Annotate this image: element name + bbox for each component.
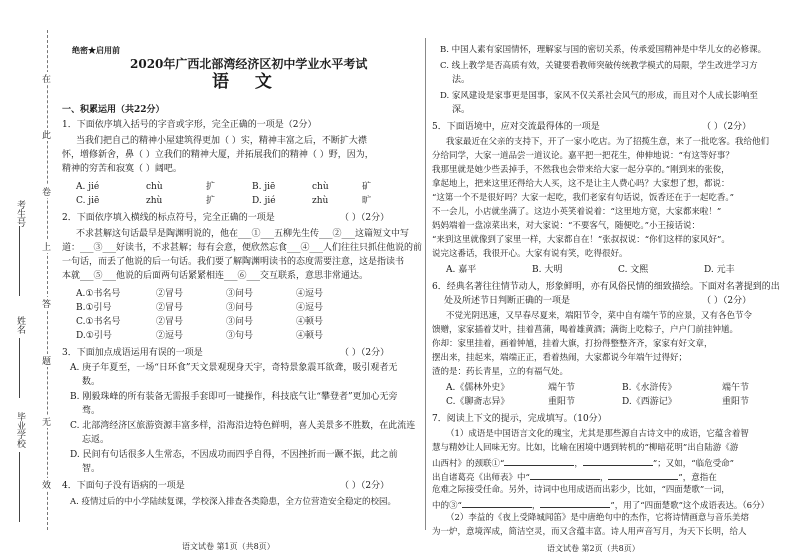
q3-answer-slot[interactable]: （ ）（2分）: [340, 348, 390, 358]
question-3-stem: 3．下面加点成语运用有误的一项是: [62, 348, 203, 358]
q5-passage-line: “这第一个不是很好吗？大家一起吃，我们老家有句话说，饭香还在于一起吃香。”: [432, 193, 734, 203]
question-6-stem-cont: 处及所述节日判断正确的一项是: [444, 296, 571, 306]
q3-option-a-cont: 数。: [82, 377, 101, 387]
q4-answer-slot[interactable]: （ ）（2分）: [340, 481, 390, 491]
q5-passage-line: “来到这里就像到了家里一样，大家都自在！”张叔叔说：“你们这样的家风好”。: [432, 235, 730, 245]
q2-passage-line: 不求甚解这句话最早是陶渊明说的，他在___①___五柳先生传___②___这篇短文中写: [76, 229, 410, 239]
q6-answer-slot[interactable]: （ ）（2分）: [702, 296, 752, 306]
q7-fill-line-1: 山西村》的颈联①“ ， ”；又如，“临危受命”: [432, 456, 734, 471]
page-2-footer: 语文试卷 第2页（共8页）: [547, 544, 640, 553]
margin-char: 在: [42, 72, 51, 85]
q7-text-line: 危难之际接受任命。另外，诗词中也用成语而出彩少，比如，“四面楚歌”一词，: [432, 485, 730, 495]
q3-option-a[interactable]: A. 庚子年夏至，一场“日环食”天文景观现身天宇，奇特景象震耳欲聋，吸引观者无: [70, 363, 398, 373]
q5-passage-line: 说完这番话，我很开心。大家有说有笑，吃得很好。: [432, 249, 628, 259]
question-4-stem: 4．下面句子没有语病的一项是: [62, 481, 185, 491]
question-6-stem: 6．经典名著往往情节动人，形象鲜明，亦有风俗民情的细致描绘。下面对名著提到的出: [432, 282, 780, 292]
q3-option-b-cont: 骛。: [82, 406, 101, 416]
margin-char: 题: [42, 354, 51, 367]
margin-char: 上: [42, 240, 51, 253]
name-line[interactable]: [19, 338, 20, 398]
margin-char: 答: [42, 297, 51, 310]
q3-option-d-cont: 智。: [82, 464, 101, 474]
q5-passage-line: 不一会儿，小店就坐满了。这边小英笑着说着：“这里地方宽，大家都来啦！”: [432, 207, 722, 217]
q1-option-c[interactable]: C. jiē zhù 扩: [76, 196, 216, 206]
margin-char: 效: [42, 478, 51, 491]
question-2-stem: 2．下面依序填入横线的标点符号，完全正确的一项是: [62, 213, 275, 223]
blank-2b[interactable]: [608, 470, 678, 480]
q2-passage-line: 一句话，而丢了他说的后一句话。我们要了解陶渊明读书的态度需要注意，这是指读书: [62, 257, 405, 267]
margin-char: 此: [42, 128, 51, 141]
candidate-number-label: 考生号: [15, 200, 25, 227]
q5-option-c[interactable]: C. 文熙: [618, 265, 649, 275]
q7-part2-line: （2）李益的《夜上受降城闻笛》是中唐绝句中的杰作，它将诗情画意与音乐美熔: [446, 513, 749, 523]
q7-fill-line-3: 中的③“ ， ”，用了“四面楚歌”这个成语表达。（6分）: [432, 498, 769, 513]
q4-option-d[interactable]: D. 家风建设是家事更是国事，家风不仅关系社会风气的形成，而且对个人成长影响至: [440, 91, 758, 101]
q3-option-c[interactable]: C. 北部湾经济区旅游资源丰富多样，沿海沿边特色鲜明，喜人美景多不胜数，在此流连: [70, 421, 416, 431]
blank-1b[interactable]: [583, 456, 653, 466]
exam-page-2: [432, 0, 787, 560]
q5-passage-line: 分给同学，大家一道品尝一道议论。嘉平把一把花生，伸伸地说：“有这等好事？: [432, 151, 734, 161]
q2-passage-line: 道：___③___好读书，不求甚解；每有会意，便欣然忘食___④___人们往往只抓住他说的前: [62, 243, 423, 253]
blank-3[interactable]: [462, 498, 532, 508]
q7-part2-line: 为一炉，意境浑成，简洁空灵，而又含蕴丰富。诗人用声音写月，为天下长明，给人: [432, 527, 747, 537]
margin-char: 无: [42, 415, 51, 428]
q5-passage-line: 我那里就是她少些丢掉手，不然我也会带来给大家一起分享的。”刚到来的张俊，: [432, 165, 730, 175]
q6-option-b[interactable]: B.《水浒传》 端午节: [622, 383, 750, 393]
q6-option-c[interactable]: C.《聊斋志异》 重阳节: [446, 397, 576, 407]
q3-option-d[interactable]: D. 民间有句话很多人生常态，不因成功而四乎自得，不因挫折而一蹶不振，此之前: [70, 450, 398, 460]
q2-option-c[interactable]: C.①书名号 ②冒号 ③问号 ④顿号: [76, 317, 324, 327]
section-heading: 一、积累运用（共22分）: [62, 105, 165, 115]
q5-answer-slot[interactable]: （ ）（2分）: [702, 122, 752, 132]
candidate-number-line[interactable]: [19, 226, 20, 296]
q4-option-b[interactable]: B. 中国人素有家国情怀，理解家与国的密切关系，传承爱国精神是中华儿女的必修课。: [440, 45, 767, 55]
q2-option-a[interactable]: A.①书名号 ②冒号 ③问号 ④逗号: [76, 289, 324, 299]
school-label: 毕业学校: [15, 412, 25, 448]
q6-passage-line: 渣的是：药长青星，立的有福气处。: [432, 367, 569, 377]
column-divider: [425, 38, 426, 530]
q2-option-d[interactable]: D.①引号 ②逗号 ③句号 ④顿号: [76, 331, 324, 341]
q2-option-b[interactable]: B.①引号 ②冒号 ③问号 ④逗号: [76, 303, 324, 313]
q3-option-c-cont: 忘返。: [82, 435, 110, 445]
q4-option-d-cont: 深。: [452, 105, 471, 115]
q6-passage-line: 馈赠，家家插着艾叶，挂着菖蒲，喝着雄黄酒；满街上吃粽子，户户门前挂钟馗。: [432, 325, 739, 335]
q4-option-c[interactable]: C. 线上教学是否高质有效，关键要看教师突破传统教学模式的局限，学生改进学习方: [440, 61, 758, 71]
q6-passage-line: 摆出来，挂起来，端端正正，看着热闹，大家都说今年端午过得好；: [432, 353, 688, 363]
blank-3b[interactable]: [540, 498, 610, 508]
confidential-mark: 绝密★启用前: [72, 45, 120, 55]
q7-text-line: （1）成语是中国语言文化的瑰宝，尤其是那些源自古诗文中的成语，它蕴含着智: [446, 429, 749, 439]
q1-passage-line: 当我们把自己的精神小屋建筑得更加（ ）实，精神丰富之后，不断扩大襟: [76, 136, 367, 146]
q7-fill-line-2: 出自诸葛亮《出师表》中“ ， ”，意指在: [432, 470, 717, 485]
q5-option-a[interactable]: A. 嘉平: [446, 265, 477, 275]
cut-line: [47, 30, 48, 530]
question-7-stem: 7．阅读上下文的提示，完成填写。（10分）: [432, 414, 607, 424]
q6-option-d[interactable]: D.《西游记》 重阳节: [622, 397, 750, 407]
name-label: 姓名: [15, 316, 25, 334]
q2-passage-line: 本就___⑤___他说的后面两句话紧紧相连___⑥___交互联系，意思非常通达。: [62, 271, 369, 281]
q6-passage-line: 你却：家里挂着，画着钟馗，挂着大旗，打扮得整整齐齐，家家有好文章，: [432, 339, 713, 349]
q4-option-c-cont: 法。: [452, 75, 471, 85]
q1-option-d[interactable]: D. jié zhù 旷: [252, 196, 372, 206]
q5-passage-line: 妈妈端着一盘凉菜出来，对大家说：“不要客气，随便吃。”小王接话说：: [432, 221, 700, 231]
q5-passage-line: 拿起地上，把来这里还得给大人买，这不是让主人费心吗？大家想了想，都说：: [432, 179, 730, 189]
q7-text-line: 慧与精妙让人回味无穷。比如，比喻在困境中遇到转机的“柳暗花明”出自陆游《游: [432, 443, 739, 453]
q5-option-d[interactable]: D. 元丰: [704, 265, 735, 275]
q5-passage-line: 我家最近在父亲的支持下，开了一家小吃店。为了招揽生意，来了一批吃客。我给他们: [446, 137, 770, 147]
question-5-stem: 5．下面语境中，应对交流最得体的一项是: [432, 122, 600, 132]
q4-option-a[interactable]: A. 疫情过后的中小学陆续复课，学校深入排查各类隐患，全方位营造安全稳定的校园。: [70, 497, 397, 507]
q6-option-a[interactable]: A.《儒林外史》 端午节: [446, 383, 576, 393]
binding-margin: [0, 0, 62, 560]
margin-char: 卷: [42, 185, 51, 198]
blank-1[interactable]: [504, 456, 574, 466]
subject-title: 语 文: [212, 72, 282, 92]
q1-option-a[interactable]: A. jié chù 扩: [76, 182, 216, 192]
q5-option-b[interactable]: B. 大明: [532, 265, 563, 275]
q1-option-b[interactable]: B. jiē chù 矿: [252, 182, 372, 192]
q6-passage-line: 不觉光阴迅速，又早春尽夏来，端阳节令，菜中自有端午节的应景，又有各色节令: [446, 311, 753, 321]
question-1-stem: 1．下面依序填入括号的字音或字形，完全正确的一项是（2分）: [62, 120, 317, 130]
blank-2[interactable]: [530, 470, 600, 480]
q3-option-b[interactable]: B. 刚毅珠峰的所有装备无需报手套即可一键操作，科技底气让“攀登者”更加心无旁: [70, 392, 398, 402]
q1-passage-line: 精神的穷苦和寂寞（ ）阔吧。: [62, 164, 182, 174]
q2-answer-slot[interactable]: （ ）（2分）: [340, 213, 390, 223]
exam-page-1: [62, 0, 423, 560]
exam-title: 2020年广西北部湾经济区初中学业水平考试: [130, 57, 368, 71]
school-line[interactable]: [19, 452, 20, 522]
q1-passage-line: 怀，增修新舍，鼻（ ）立我们的精神大厦，并拓展我们的精神（ ）野，因为，: [62, 150, 374, 160]
page-1-footer: 语文试卷 第1页（共8页）: [182, 542, 275, 551]
